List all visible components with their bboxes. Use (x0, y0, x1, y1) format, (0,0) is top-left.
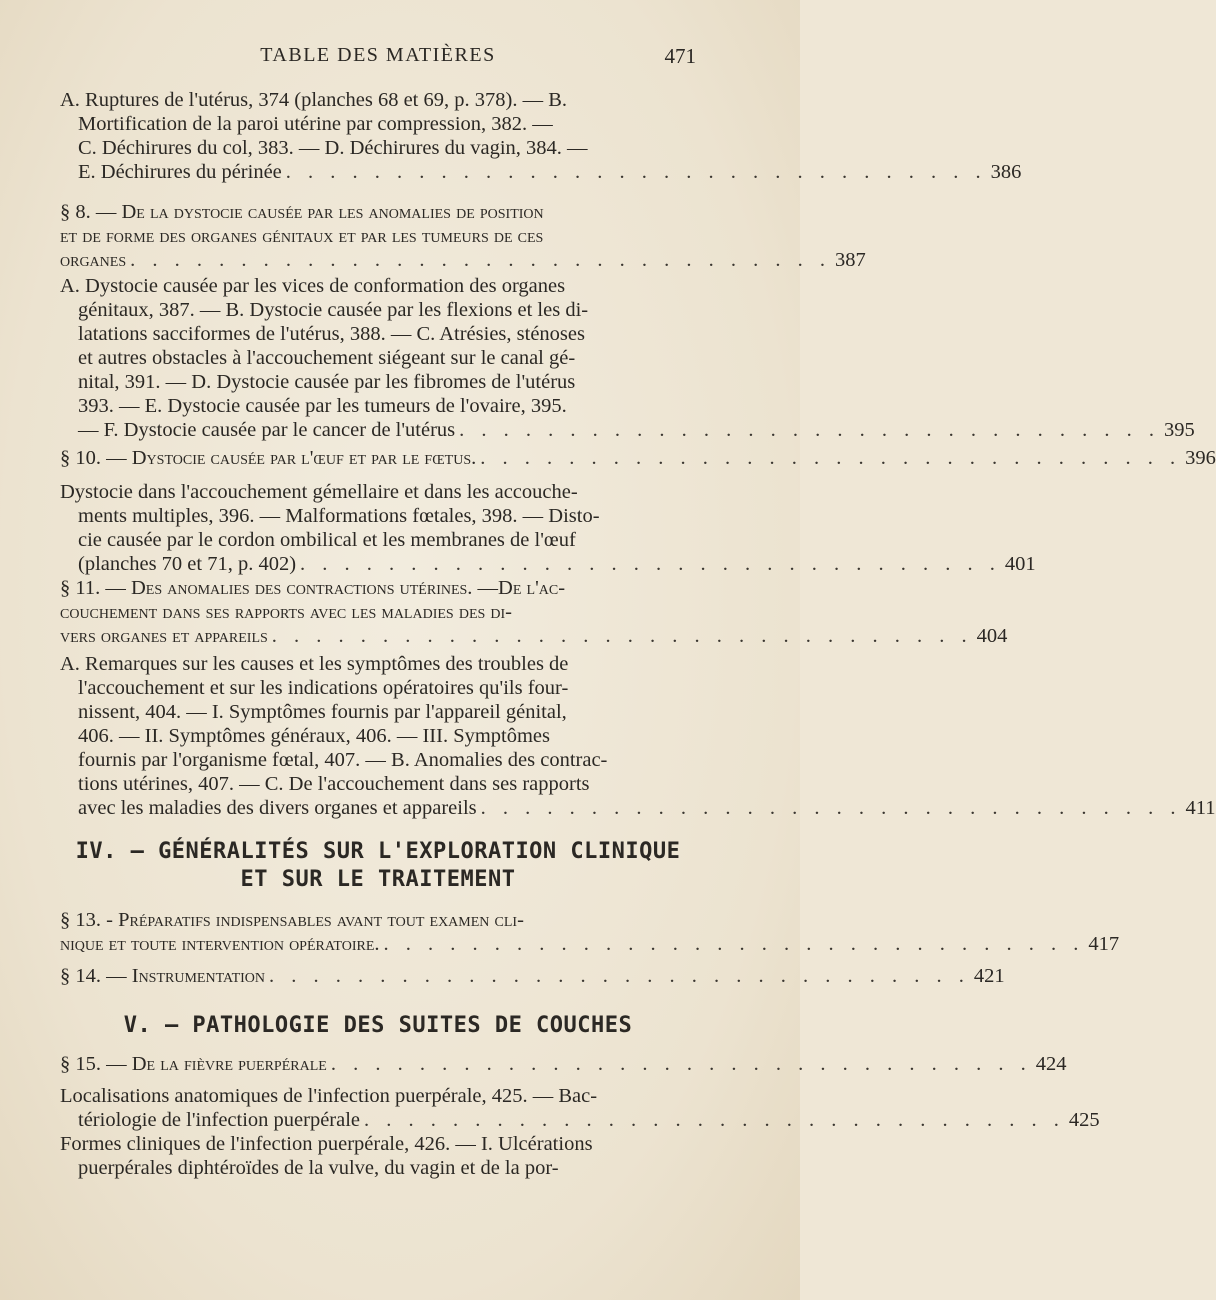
running-title: TABLE DES MATIÈRES (260, 44, 496, 66)
entry-page-number: 411 (1185, 797, 1216, 819)
toc-entry-section-14 (60, 964, 1005, 988)
entry-page-number: 395 (1164, 419, 1195, 441)
toc-entry-section-15 (60, 1052, 1067, 1076)
toc-entry-localisations (60, 1084, 1100, 1132)
entry-line: puerpérales diphtéroïdes de la vulve, du vagin et de la por- (78, 1157, 559, 1179)
entry-text: avec les maladies des divers organes et appareils (78, 797, 477, 819)
entry-line: § 8. — De la dystocie causée par les anomalies de position (60, 201, 544, 223)
section-heading-line: V. — PATHOLOGIE DES SUITES DE COUCHES (123, 1013, 633, 1038)
entry-text: nique et toute intervention opératoire. (60, 933, 380, 955)
entry-line: l'accouchement et sur les indications opératoires qu'ils four- (78, 677, 569, 699)
entry-line: couchement dans ses rapports avec les maladies des di- (60, 601, 513, 623)
entry-line: Localisations anatomiques de l'infection puerpérale, 425. — Bac- (60, 1085, 598, 1107)
entry-line: Mortification de la paroi utérine par compression, 382. — (78, 113, 553, 135)
section-heading-line: IV. — GÉNÉRALITÉS SUR L'EXPLORATION CLINIQUE (75, 839, 681, 864)
entry-line: tions utérines, 407. — C. De l'accouchement dans ses rapports (78, 773, 590, 795)
entry-line: latations sacciformes de l'utérus, 388. — C. Atrésies, sténoses (78, 323, 585, 345)
leader-dots: . . . . . . . . . . . . . . . . . . . . . . . . . . . . . . . . (285, 161, 987, 183)
leader-dots: . . . . . . . . . . . . . . . . . . . . . . . . . . . . . . . . (130, 249, 831, 271)
entry-line: nital, 391. — D. Dystocie causée par les fibromes de l'utérus (78, 371, 576, 393)
page-header (60, 44, 696, 74)
entry-line: A. Remarques sur les causes et les symptômes des troubles de (60, 653, 569, 675)
entry-page-number: 404 (976, 625, 1008, 647)
entry-line: cie causée par le cordon ombilical et les membranes de l'œuf (78, 529, 576, 551)
entry-text: tériologie de l'infection puerpérale (78, 1109, 361, 1131)
leader-dots: . . . . . . . . . . . . . . . . . . . . . . . . . . . . . . . . (330, 1053, 1032, 1075)
entry-line: ments multiples, 396. — Malformations fœtales, 398. — Disto- (78, 505, 600, 527)
entry-line: § 11. — Des anomalies des contractions utérines. —De l'ac- (60, 577, 566, 599)
entry-text: § 14. — Instrumentation (60, 965, 266, 987)
page-number: 471 (664, 44, 696, 68)
entry-text: organes (60, 249, 127, 271)
entry-line: nissent, 404. — I. Symptômes fournis par l'appareil génital, (78, 701, 567, 723)
leader-dots: . . . . . . . . . . . . . . . . . . . . . . . . . . . . . . . . (480, 797, 1182, 819)
entry-text: — F. Dystocie causée par le cancer de l'utérus (78, 419, 456, 441)
toc-entry-gemellaire (60, 480, 1036, 576)
entry-line: et autres obstacles à l'accouchement siégeant sur le canal gé- (78, 347, 576, 369)
toc-entry-section-13 (60, 908, 1120, 956)
toc-entry-remarques (60, 652, 1216, 820)
entry-page-number: 424 (1035, 1053, 1067, 1075)
entry-text: vers organes et appareils (60, 625, 268, 647)
entry-line: Formes cliniques de l'infection puerpérale, 426. — I. Ulcérations (60, 1133, 593, 1155)
entry-text: § 10. — Dystocie causée par l'œuf et par le fœtus. (60, 447, 477, 469)
leader-dots: . . . . . . . . . . . . . . . . . . . . . . . . . . . . . . . . (383, 933, 1085, 955)
entry-page-number: 417 (1088, 933, 1120, 955)
leader-dots: . . . . . . . . . . . . . . . . . . . . . . . . . . . . . . . . (269, 965, 970, 987)
toc-entry-section-8 (60, 200, 866, 272)
entry-line: fournis par l'organisme fœtal, 407. — B. Anomalies des contrac- (78, 749, 608, 771)
leader-dots: . . . . . . . . . . . . . . . . . . . . . . . . . . . . . . . . (364, 1109, 1065, 1131)
entry-line: C. Déchirures du col, 383. — D. Déchirures du vagin, 384. — (78, 137, 588, 159)
entry-line: 393. — E. Dystocie causée par les tumeurs de l'ovaire, 395. (78, 395, 567, 417)
toc-entry-formes-cliniques (60, 1132, 696, 1180)
toc-entry-section-11 (60, 576, 1008, 648)
entry-page-number: 387 (835, 249, 866, 271)
entry-line: et de forme des organes génitaux et par les tumeurs de ces (60, 225, 544, 247)
entry-text: (planches 70 et 71, p. 402) (78, 553, 297, 575)
toc-entry-section-10 (60, 446, 1216, 470)
entry-line: A. Ruptures de l'utérus, 374 (planches 68 et 69, p. 378). — B. (60, 89, 568, 111)
section-heading-line: ET SUR LE TRAITEMENT (240, 867, 516, 892)
entry-line: Dystocie dans l'accouchement gémellaire et dans les accouche- (60, 481, 578, 503)
entry-page-number: 421 (973, 965, 1005, 987)
entry-page-number: 386 (990, 161, 1022, 183)
entry-page-number: 396 (1185, 447, 1216, 469)
leader-dots: . . . . . . . . . . . . . . . . . . . . . . . . . . . . . . . . (480, 447, 1182, 469)
leader-dots: . . . . . . . . . . . . . . . . . . . . . . . . . . . . . . . . (300, 553, 1001, 575)
entry-line: § 13. - Préparatifs indispensables avant tout examen cli- (60, 909, 524, 931)
entry-text: § 15. — De la fièvre puerpérale (60, 1053, 327, 1075)
entry-line: A. Dystocie causée par les vices de conformation des organes (60, 275, 566, 297)
leader-dots: . . . . . . . . . . . . . . . . . . . . . . . . . . . . . . . . (459, 419, 1161, 441)
section-heading-iv (60, 838, 696, 894)
toc-entry-dystocie-organes (60, 274, 1195, 442)
leader-dots: . . . . . . . . . . . . . . . . . . . . . . . . . . . . . . . . (271, 625, 973, 647)
toc-entry-ruptures (60, 88, 1022, 184)
section-heading-v (60, 1012, 696, 1040)
entry-line: 406. — II. Symptômes généraux, 406. — III. Symptômes (78, 725, 551, 747)
entry-page-number: 425 (1068, 1109, 1100, 1131)
entry-text: E. Déchirures du périnée (78, 161, 282, 183)
entry-page-number: 401 (1004, 553, 1036, 575)
entry-line: génitaux, 387. — B. Dystocie causée par les flexions et les di- (78, 299, 589, 321)
